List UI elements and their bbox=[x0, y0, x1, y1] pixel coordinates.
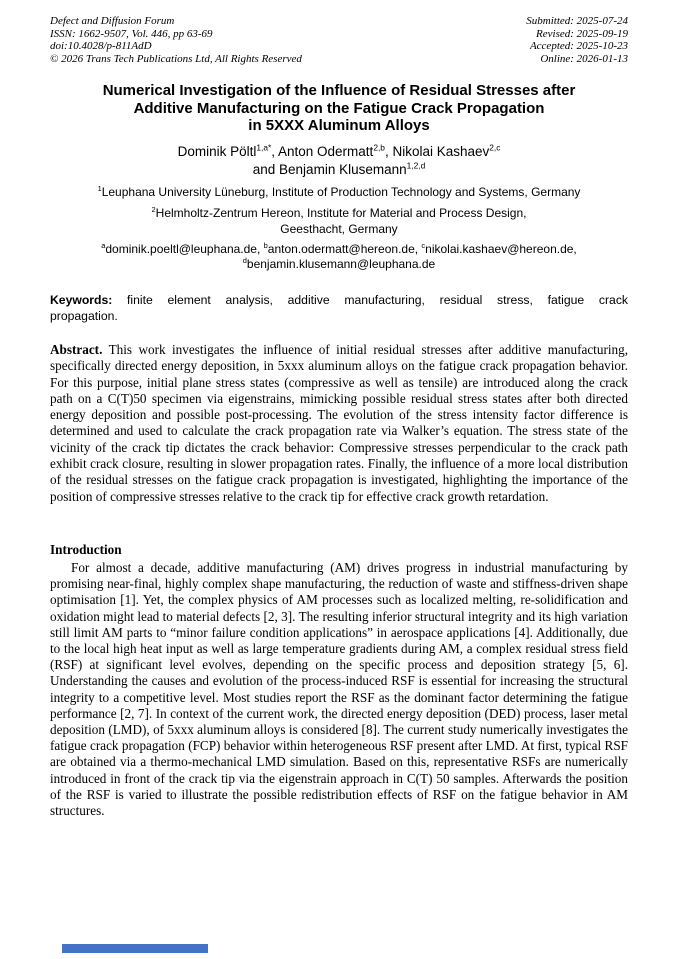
title-line-2: Additive Manufacturing on the Fatigue Crack Propagation bbox=[133, 99, 545, 117]
submission-dates bbox=[526, 15, 628, 65]
email-address: anton.odermatt@hereon.de, bbox=[267, 242, 422, 256]
keywords-line-2: propagation. bbox=[50, 309, 118, 323]
affiliation-2-line-2: Geesthacht, Germany bbox=[280, 221, 398, 236]
section-heading-introduction: Introduction bbox=[50, 542, 122, 557]
abstract-paragraph bbox=[50, 342, 628, 505]
author-name: Dominik Pöltl bbox=[177, 144, 257, 159]
email-superscript: d bbox=[242, 256, 247, 266]
copyright-line: © 2026 Trans Tech Publications Ltd, All Rights Reserved bbox=[50, 52, 302, 65]
affiliation-2 bbox=[30, 206, 648, 237]
email-address: dominik.poeltl@leuphana.de, bbox=[105, 242, 264, 256]
author-affiliation-superscript: 2,c bbox=[489, 142, 501, 153]
email-address: nikolai.kashaev@hereon.de, bbox=[425, 242, 577, 256]
author-name: , Anton Odermatt bbox=[271, 144, 374, 159]
page-header bbox=[50, 15, 628, 65]
affiliation-2-line-1 bbox=[30, 206, 648, 222]
email-superscript: a bbox=[101, 241, 106, 250]
emails-line-1 bbox=[30, 242, 648, 257]
keywords-text: finite element analysis, additive manufacturing, residual stress, fatigue crack bbox=[127, 293, 629, 307]
footer-highlight-bar bbox=[62, 944, 208, 953]
title-line-3: in 5XXX Aluminum Alloys bbox=[248, 117, 430, 134]
affiliation-text: Leuphana University Lüneburg, Institute of Production Technology and Systems, Germany bbox=[101, 185, 581, 199]
author-name: , Nikolai Kashaev bbox=[384, 144, 490, 159]
author-affiliation-superscript: 1,2,d bbox=[406, 160, 426, 170]
paper-title bbox=[30, 82, 648, 135]
abstract-label: Abstract. bbox=[50, 342, 103, 357]
introduction-paragraph: For almost a decade, additive manufacturing (AM) drives progress in industrial manufacturing by promising near-final, highly complex shape manufacturing, the reduction of waste and stiffness-driven shape optimisation [1]. Yet, the complex physics of AM processes such as localized melting, re-solidification and oxidation might lead to material defects [2, 3]. The resulting inferior structural integrity and its high variation still limit AM parts to “minor failure condition applications” in aerospace applications [4]. Additionally, due to the local high heat input as well as large temperature gradients during AM, a complex residual stress field (RSF) at significant level evolves, depending on the specific process and deposition strategy [5, 6]. Understanding the causes and evolution of the process-induced RSF is essential for increasing the structural integrity to a competitive level. Most studies report the RSF as the dominant factor determining the fatigue performance [2, 7]. In context of the current work, the directed energy deposition (DED) process, laser metal deposition (LMD), of 5xxx aluminum alloys is considered [8]. The current study numerically investigates the fatigue crack propagation (FCP) behavior within heterogeneous RSF present after LMD. At first, typical RSF are obtained via a thermo-mechanical LMD simulation. Based on this, representative RSFs are numerically introduced in front of the crack tip via the eigenstrain approach in C(T) 50 samples. Afterwards the position of the RSF is varied to illustrate the possible redistribution effects of RSF on the fatigue behavior in AM structures. bbox=[50, 560, 628, 819]
online-date-line: Online: 2026-01-13 bbox=[540, 52, 628, 65]
emails-line-2 bbox=[30, 257, 648, 272]
issn-volume-line: ISSN: 1662-9507, Vol. 446, pp 63-69 bbox=[50, 27, 213, 40]
affiliation-superscript: 2 bbox=[151, 205, 156, 214]
author-affiliation-superscript: 1,a* bbox=[256, 142, 272, 153]
authors-line-2 bbox=[30, 161, 648, 179]
email-superscript: c bbox=[421, 241, 426, 250]
submitted-date-line: Submitted: 2025-07-24 bbox=[526, 15, 628, 27]
affiliation-text: Helmholtz-Zentrum Hereon, Institute for Material and Process Design, bbox=[155, 206, 527, 220]
revised-date-line: Revised: 2025-09-19 bbox=[536, 27, 628, 40]
abstract-text: This work investigates the influence of initial residual stresses after additive manufacturing, specifically directed energy deposition, in 5xxx aluminum alloys on the fatigue crack propagation behavior. For this purpose, initial plane stress states (compressive as well as tensile) are introduced along the crack path on a C(T)50 specimen via eigenstrains, mimicking possible residual stress states after both directed energy deposition and possible post-processing. The evolution of the stress intensity factor difference is determined and used to calculate the crack propagation rate via Walker’s equation. The stress state of the vicinity of the crack tip dictates the crack behavior: Compressive stresses perpendicular to the crack path exhibit crack closure, resulting in slower propagation rates. Finally, the influence of a more local distribution of the residual stresses on the fatigue crack propagation is investigated, highlighting the importance of the position of compressive stresses relative to the crack tip for effective crack growth retardation. bbox=[50, 342, 628, 504]
authors-block bbox=[30, 143, 648, 178]
keywords-label: Keywords: bbox=[50, 293, 113, 307]
emails-block bbox=[30, 242, 648, 272]
authors-line-1 bbox=[30, 143, 648, 161]
keywords-block bbox=[50, 292, 628, 324]
affiliation-superscript: 1 bbox=[97, 184, 102, 193]
journal-name-line: Defect and Diffusion Forum bbox=[50, 15, 175, 27]
author-name: and Benjamin Klusemann bbox=[252, 161, 407, 177]
affiliation-1 bbox=[30, 185, 648, 199]
email-superscript: b bbox=[263, 241, 268, 250]
doi-line: doi:10.4028/p-811AdD bbox=[50, 40, 152, 53]
title-line-1: Numerical Investigation of the Influence of Residual Stresses after bbox=[102, 82, 576, 99]
journal-info bbox=[50, 15, 302, 65]
accepted-date-line: Accepted: 2025-10-23 bbox=[529, 40, 628, 53]
keywords-line-1 bbox=[50, 292, 628, 308]
email-address: benjamin.klusemann@leuphana.de bbox=[246, 257, 436, 272]
author-affiliation-superscript: 2,b bbox=[373, 142, 385, 153]
